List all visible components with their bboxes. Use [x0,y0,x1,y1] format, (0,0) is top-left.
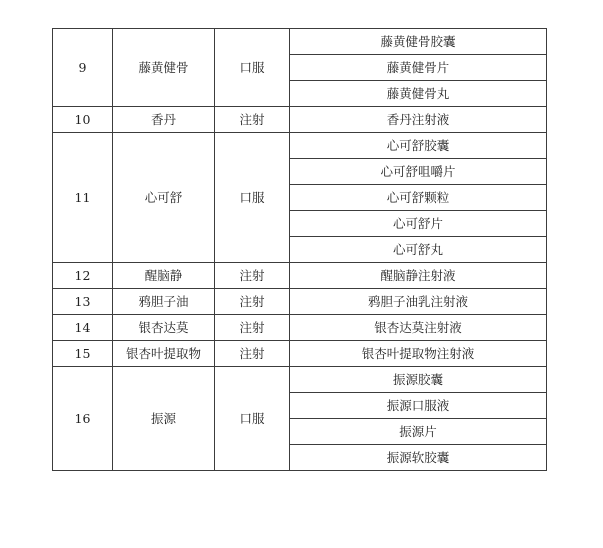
route-cell: 口服 [215,367,290,471]
serial-number-cell: 11 [53,133,113,263]
serial-number-cell: 15 [53,341,113,367]
dosage-form-cell: 藤黄健骨片 [290,55,547,81]
drug-name-cell: 振源 [113,367,215,471]
dosage-form-cell: 鸦胆子油乳注射液 [290,289,547,315]
dosage-form-cell: 振源软胶囊 [290,445,547,471]
dosage-form-cell: 心可舒丸 [290,237,547,263]
dosage-form-cell: 藤黄健骨胶囊 [290,29,547,55]
serial-number-cell: 14 [53,315,113,341]
table-row [53,263,547,289]
dosage-form-cell: 藤黄健骨丸 [290,81,547,107]
dosage-form-cell: 醒脑静注射液 [290,263,547,289]
drug-name-cell: 香丹 [113,107,215,133]
route-cell: 注射 [215,289,290,315]
drug-name-cell: 银杏达莫 [113,315,215,341]
route-cell: 注射 [215,263,290,289]
table-row [53,29,547,55]
serial-number-cell: 12 [53,263,113,289]
table-row [53,341,547,367]
drug-name-cell: 醒脑静 [113,263,215,289]
route-cell: 注射 [215,315,290,341]
route-cell: 注射 [215,107,290,133]
drug-table-body [53,29,547,471]
table-row [53,315,547,341]
drug-name-cell: 心可舒 [113,133,215,263]
serial-number-cell: 9 [53,29,113,107]
drug-table [52,28,547,471]
table-row [53,289,547,315]
serial-number-cell: 16 [53,367,113,471]
dosage-form-cell: 银杏叶提取物注射液 [290,341,547,367]
drug-name-cell: 藤黄健骨 [113,29,215,107]
route-cell: 注射 [215,341,290,367]
dosage-form-cell: 香丹注射液 [290,107,547,133]
dosage-form-cell: 银杏达莫注射液 [290,315,547,341]
dosage-form-cell: 心可舒胶囊 [290,133,547,159]
drug-name-cell: 鸦胆子油 [113,289,215,315]
table-row [53,367,547,393]
dosage-form-cell: 振源口服液 [290,393,547,419]
drug-name-cell: 银杏叶提取物 [113,341,215,367]
dosage-form-cell: 振源胶囊 [290,367,547,393]
table-row [53,133,547,159]
serial-number-cell: 13 [53,289,113,315]
route-cell: 口服 [215,133,290,263]
serial-number-cell: 10 [53,107,113,133]
dosage-form-cell: 心可舒咀嚼片 [290,159,547,185]
route-cell: 口服 [215,29,290,107]
dosage-form-cell: 振源片 [290,419,547,445]
dosage-form-cell: 心可舒颗粒 [290,185,547,211]
table-row [53,107,547,133]
dosage-form-cell: 心可舒片 [290,211,547,237]
